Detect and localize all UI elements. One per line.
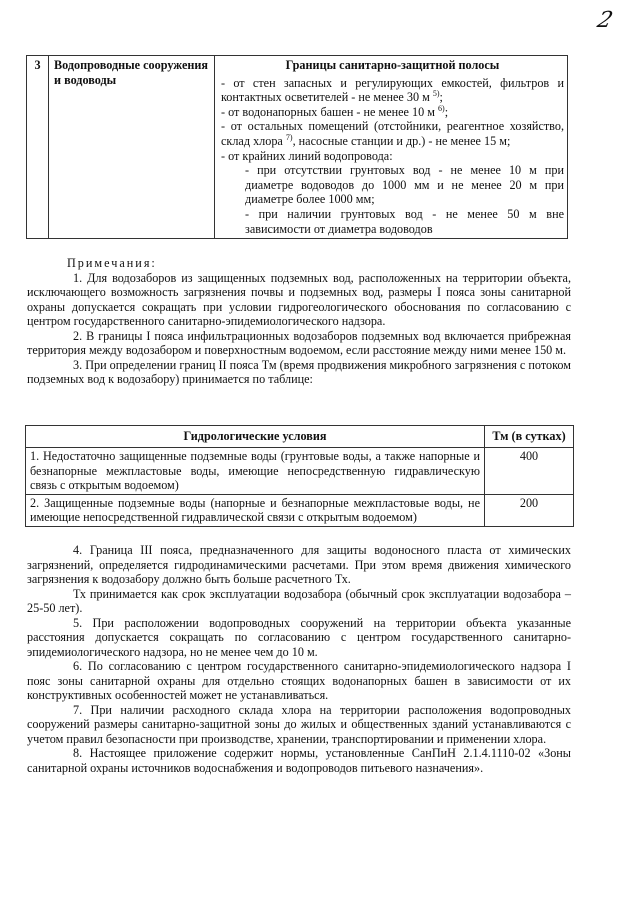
note-8: 8. Настоящее приложение содержит нормы, установленные СанПиН 2.1.4.1110-02 «Зоны санитарной охраны источников водоснабжения и водопроводов питьевого назначения». bbox=[27, 746, 571, 775]
list-item: - от крайних линий водопровода: bbox=[221, 148, 393, 163]
notes-section-2 bbox=[27, 543, 571, 775]
tm-cell: 400 bbox=[485, 448, 574, 495]
column-header-conditions: Гидрологические условия bbox=[26, 426, 485, 448]
table-header-row bbox=[26, 426, 574, 448]
facility-name: Водопроводные сооружения и водоводы bbox=[49, 56, 215, 239]
notes-title: Примечания: bbox=[67, 256, 157, 270]
note-5: 5. При расположении водопроводных сооружений на территории объекта указанные расстояния допускается сокращать по согласованию с центром государственного санитарно-эпидемиологического надзора, но не менее чем до 10 м. bbox=[27, 615, 571, 659]
boundary-description bbox=[215, 56, 568, 239]
table-row bbox=[27, 56, 568, 239]
boundary-header: Границы санитарно-защитной полосы bbox=[285, 58, 500, 72]
tm-table bbox=[25, 425, 574, 527]
tm-cell: 200 bbox=[485, 494, 574, 526]
note-7: 7. При наличии расходного склада хлора на территории расположения водопроводных сооружений размеры санитарно-защитной зоны до жилых и общественных зданий устанавливаются с учетом правил безопасности при производстве, хранении, транспортировании и применении хлора. bbox=[27, 702, 571, 746]
list-item: - от стен запасных и регулирующих емкостей, фильтров и контактных осветителей - не менее 30 м $^{5)}$; bbox=[221, 75, 564, 105]
page-number: 2 bbox=[594, 8, 616, 33]
note-4b: Тх принимается как срок эксплуатации водозабора (обычный срок эксплуатации водозабора – 25-50 лет). bbox=[27, 586, 571, 615]
condition-cell: 2. Защищенные подземные воды (напорные и безнапорные межпластовые воды, не имеющие непосредственной гидравлической связи с открытым водоемом) bbox=[26, 494, 485, 526]
note-6: 6. По согласованию с центром государственного санитарно-эпидемиологического надзора I пояс зоны санитарной охраны для отдельно стоящих водонапорных башен в зависимости от их конструктивных особенностей может не устанавливаться. bbox=[27, 659, 571, 702]
list-item: - от водонапорных башен - не менее 10 м $^{6)}$; bbox=[221, 103, 449, 119]
row-number: 3 bbox=[27, 56, 49, 239]
column-header-tm: Тм (в сутках) bbox=[485, 426, 574, 448]
table-row bbox=[26, 448, 574, 495]
table-row bbox=[26, 494, 574, 526]
sub-list-item: - при наличии грунтовых вод - не менее 50 м вне зависимости от диаметра водоводов bbox=[245, 206, 564, 236]
list-item: - от остальных помещений (отстойники, реагентное хозяйство, склад хлора $^{7)}$, насосные станции и др.) - не менее 15 м; bbox=[221, 119, 564, 148]
notes-section-1 bbox=[27, 256, 571, 387]
zones-table bbox=[26, 55, 568, 239]
note-1: 1. Для водозаборов из защищенных подземных вод, расположенных на территории объекта, исключающего возможность загрязнения почвы и подземных вод, размеры I пояса зоны санитарной охраны допускается сокращать при условии гидрогеологического обоснования по согласованию с центром государственного санитарно-эпидемиологического надзора. bbox=[27, 270, 571, 328]
note-3: 3. При определении границ II пояса Тм (время продвижения микробного загрязнения с потоком подземных вод к водозабору) принимается по таблице: bbox=[27, 357, 571, 386]
sub-list-item: - при отсутствии грунтовых вод - не менее 10 м при диаметре водоводов до 1000 мм и не менее 20 м при диаметре более 1000 мм; bbox=[245, 163, 564, 207]
condition-cell: 1. Недостаточно защищенные подземные воды (грунтовые воды, а также напорные и безнапорные межпластовые воды, имеющие непосредственную гидравлическую связь с открытым водоемом) bbox=[26, 448, 485, 495]
note-2: 2. В границы I пояса инфильтрационных водозаборов подземных вод включается прибрежная территория между водозабором и поверхностным водоемом, если расстояние между ними менее 150 м. bbox=[27, 328, 571, 357]
note-4: 4. Граница III пояса, предназначенного для защиты водоносного пласта от химических загрязнений, определяется гидродинамическими расчетами. При этом время движения химического загрязнения к водозабору должно быть больше расчетного Тх. bbox=[27, 543, 571, 586]
